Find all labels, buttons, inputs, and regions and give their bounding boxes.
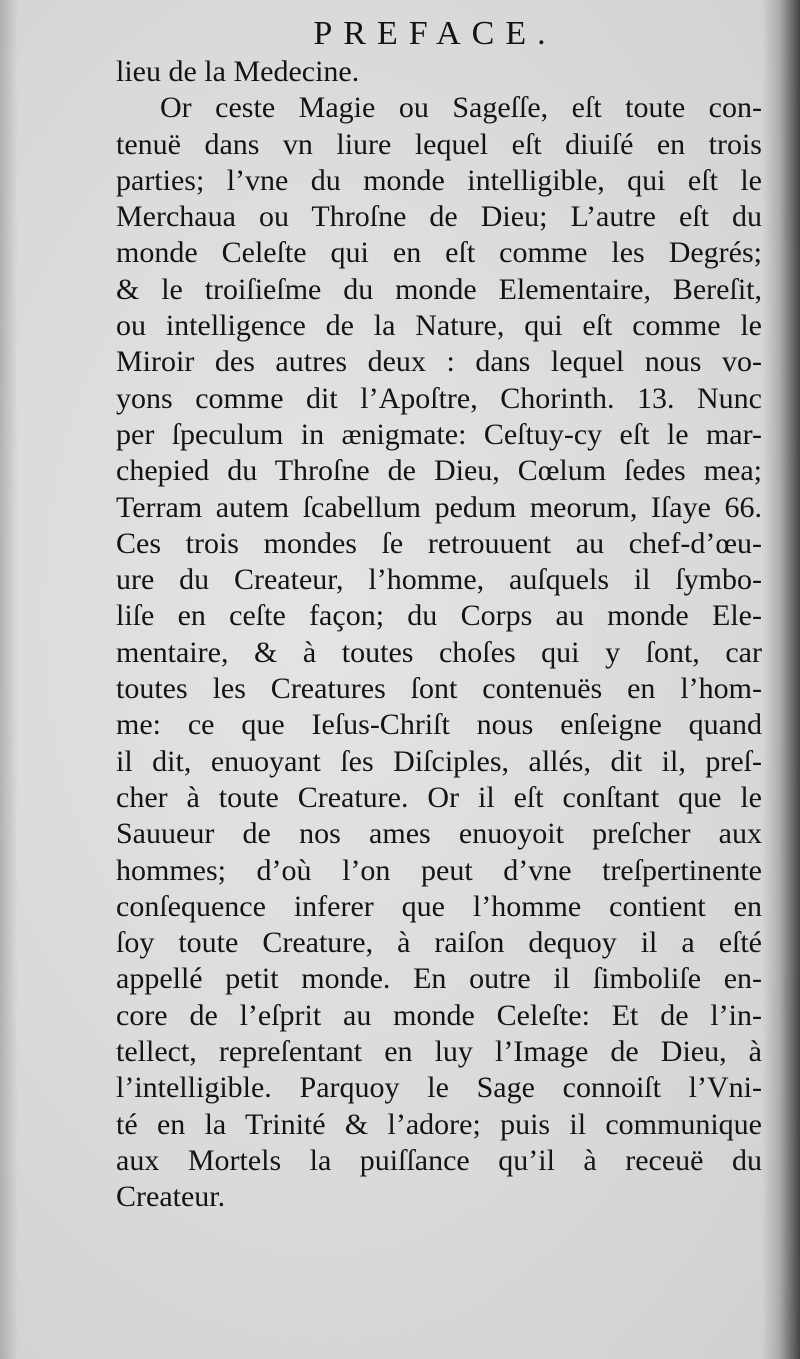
- text-line: monde Celeſte qui en eſt comme les Degrés;: [116, 236, 762, 270]
- text-line: Createur.: [116, 1180, 226, 1214]
- body-text: [116, 54, 762, 1216]
- text-line: parties; l’vne du monde intelligible, qui eſt le: [116, 163, 762, 197]
- text-line: core de l’eſprit au monde Celeſte: Et de l’in-: [116, 998, 762, 1032]
- text-line: tenuë dans vn liure lequel eſt diuiſé en trois: [116, 127, 762, 161]
- text-line: Miroir des autres deux : dans lequel nous vo-: [116, 345, 762, 379]
- text-line: appellé petit monde. En outre il ſimboliſe en-: [116, 962, 762, 996]
- text-line: tellect, repreſentant en luy l’Image de Dieu, à: [116, 1035, 762, 1069]
- binding-gutter-shadow: [762, 0, 800, 1359]
- text-line: té en la Trinité & l’adore; puis il communique: [116, 1107, 762, 1141]
- text-line: Or ceste Magie ou Sageſſe, eſt toute con-: [160, 91, 762, 125]
- page-left-edge: [0, 0, 18, 1359]
- text-line: toutes les Creatures ſont contenuës en l’hom-: [116, 672, 762, 706]
- text-line: Merchaua ou Throſne de Dieu; L’autre eſt du: [116, 200, 762, 234]
- text-line: aux Mortels la puiſſance qu’il à receuë du: [116, 1143, 762, 1177]
- text-line: il dit, enuoyant ſes Diſciples, allés, dit il, preſ-: [116, 744, 762, 778]
- text-line: me: ce que Ieſus-Chriſt nous enſeigne quand: [116, 708, 762, 742]
- text-line: liſe en ceſte façon; du Corps au monde Ele-: [116, 599, 762, 633]
- text-line: Ces trois mondes ſe retrouuent au chef-d’œu-: [116, 526, 762, 560]
- running-head: PREFACE.: [313, 15, 557, 52]
- text-line: per ſpeculum in ænigmate: Ceſtuy-cy eſt le mar-: [116, 417, 762, 451]
- text-line: hommes; d’où l’on peut d’vne treſpertinente: [116, 853, 762, 887]
- text-line: ure du Createur, l’homme, auſquels il ſymbo-: [116, 563, 762, 597]
- text-line: yons comme dit l’Apoſtre, Chorinth. 13. Nunc: [116, 381, 762, 415]
- text-line: & le troiſieſme du monde Elementaire, Bereſit,: [116, 272, 762, 306]
- text-line: Sauueur de nos ames enuoyoit preſcher aux: [116, 817, 762, 851]
- text-line: lieu de la Medecine.: [116, 55, 360, 88]
- text-line: ou intelligence de la Nature, qui eſt comme le: [116, 309, 762, 343]
- text-line: cher à toute Creature. Or il eſt conſtant que le: [116, 780, 762, 814]
- text-line: mentaire, & à toutes choſes qui y ſont, car: [116, 635, 762, 669]
- text-line: ſoy toute Creature, à raiſon dequoy il a eſté: [116, 926, 762, 960]
- text-line: Terram autem ſcabellum pedum meorum, Iſaye 66.: [116, 490, 762, 524]
- text-line: l’intelligible. Parquoy le Sage connoiſt l’Vni-: [116, 1071, 762, 1105]
- text-line: chepied du Throſne de Dieu, Cœlum ſedes mea;: [116, 454, 762, 488]
- text-line: conſequence inferer que l’homme contient en: [116, 889, 762, 923]
